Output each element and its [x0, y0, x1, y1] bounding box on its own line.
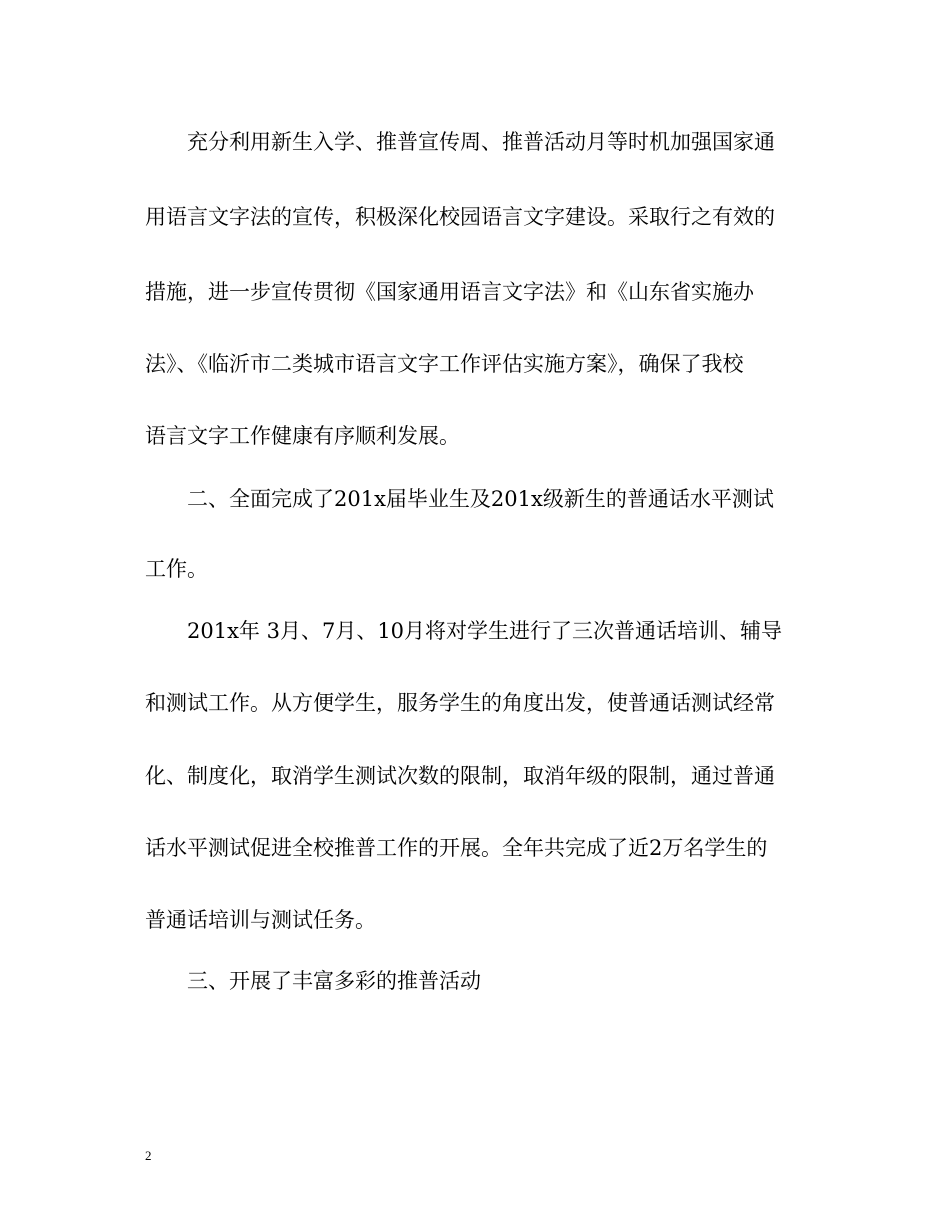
paragraph-2-line-3: 化、制度化，取消学生测试次数的限制，取消年级的限制，通过普通: [145, 764, 775, 788]
section-2-heading-line-2: 工作。: [145, 557, 208, 581]
paragraph-2-line-1: 201x年 3月、7月、10月将对学生进行了三次普通话培训、辅导: [187, 619, 783, 643]
paragraph-1-line-3: 措施，进一步宣传贯彻《国家通用语言文字法》和《山东省实施办: [145, 280, 754, 304]
paragraph-1-line-4: 法》、《临沂市二类城市语言文字工作评估实施方案》，确保了我校: [145, 352, 744, 376]
paragraph-2-line-5: 普通话培训与测试任务。: [145, 908, 376, 932]
paragraph-1-line-2: 用语言文字法的宣传，积极深化校园语言文字建设。采取行之有效的: [145, 205, 775, 229]
paragraph-2-line-4: 话水平测试促进全校推普工作的开展。全年共完成了近2万名学生的: [145, 836, 768, 860]
paragraph-1-line-5: 语言文字工作健康有序顺利发展。: [145, 424, 460, 448]
paragraph-1-line-1: 充分利用新生入学、推普宣传周、推普活动月等时机加强国家通: [187, 130, 775, 154]
paragraph-2-line-2: 和测试工作。从方便学生，服务学生的角度出发，使普通话测试经常: [145, 691, 775, 715]
section-2-heading-line-1: 二、全面完成了201x届毕业生及201x级新生的普通话水平测试: [187, 487, 774, 511]
page-number: 2: [145, 1148, 152, 1163]
section-3-heading: 三、开展了丰富多彩的推普活动: [187, 969, 481, 993]
